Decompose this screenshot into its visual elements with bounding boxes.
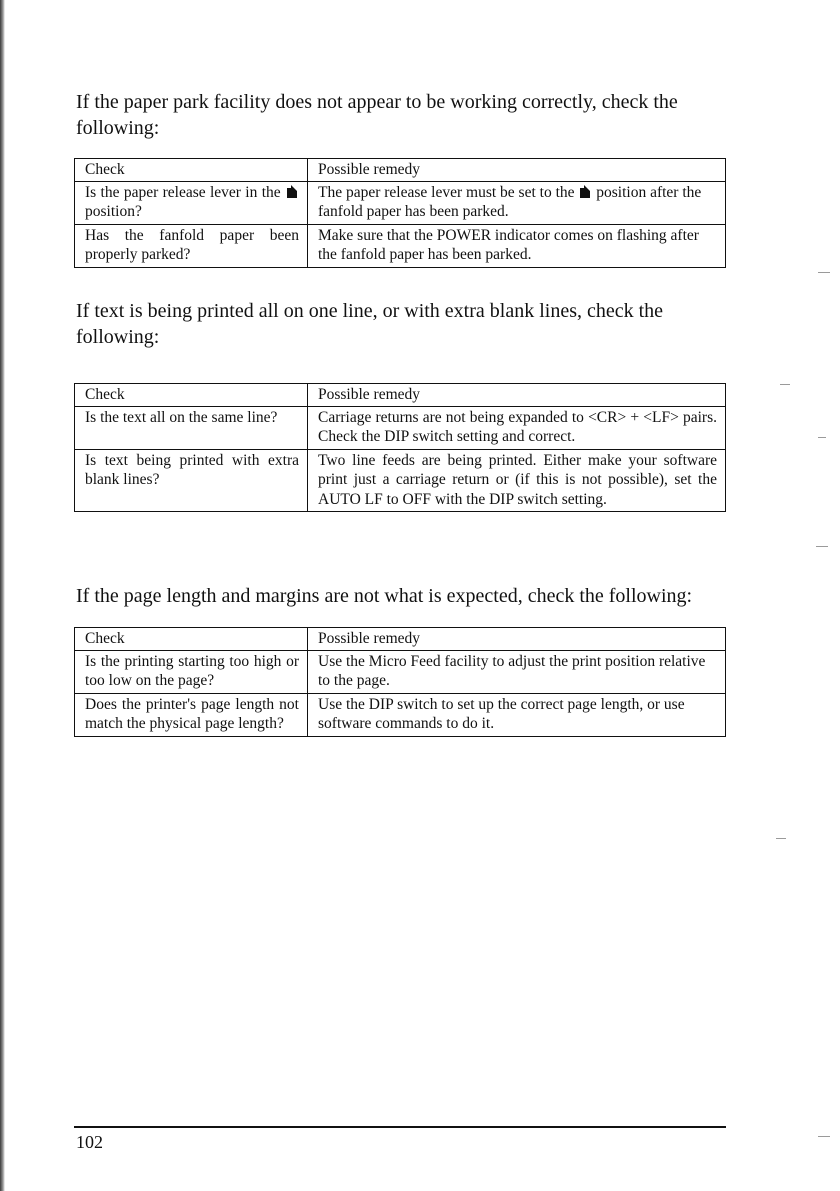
remedy-column-header: Possible remedy xyxy=(308,628,726,651)
line-spacing-troubleshooting-table xyxy=(74,383,726,512)
check-cell: Is the text all on the same line? xyxy=(75,406,308,449)
table-header-row xyxy=(75,384,726,407)
check-column-header: Check xyxy=(75,159,308,182)
margin-mark xyxy=(818,1136,830,1137)
margin-mark xyxy=(818,437,826,438)
remedy-cell: Make sure that the POWER indicator comes on flashing after the fanfold paper has been parked. xyxy=(308,224,726,267)
table-header-row xyxy=(75,159,726,182)
check-column-header: Check xyxy=(75,628,308,651)
table-row xyxy=(75,449,726,512)
remedy-text: The paper release lever must be set to the xyxy=(318,183,575,201)
check-cell: Is the printing starting too high or too low on the page? xyxy=(75,650,308,693)
footer-rule xyxy=(74,1126,726,1128)
remedy-cell: Use the Micro Feed facility to adjust the print position relative to the page. xyxy=(308,650,726,693)
intro-paragraph-page-length: If the page length and margins are not what is expected, check the following: xyxy=(76,585,693,607)
margin-mark xyxy=(776,838,786,839)
remedy-cell: Two line feeds are being printed. Either make your software print just a carriage return or (if this is not possible), set the AUTO LF to OFF with the DIP switch setting. xyxy=(308,449,726,512)
table-row xyxy=(75,406,726,449)
margin-mark xyxy=(780,384,790,385)
margin-mark xyxy=(816,546,828,547)
table-row xyxy=(75,693,726,736)
remedy-cell: Carriage returns are not being expanded to <CR> + <LF> pairs. Check the DIP switch setting and correct. xyxy=(308,406,726,449)
lever-position-icon xyxy=(287,185,297,198)
check-cell xyxy=(75,181,308,224)
remedy-column-header: Possible remedy xyxy=(308,159,726,182)
check-cell: Is text being printed with extra blank lines? xyxy=(75,449,308,512)
remedy-text: position after the fanfold paper has been parked. xyxy=(318,183,702,220)
scan-edge xyxy=(0,0,5,1191)
intro-paragraph-paper-park: If the paper park facility does not appear to be working correctly, check the following: xyxy=(76,91,678,139)
check-text: position? xyxy=(85,203,142,220)
table-row xyxy=(75,224,726,267)
table-header-row xyxy=(75,628,726,651)
check-cell: Does the printer's page length not match the physical page length? xyxy=(75,693,308,736)
page-number: 102 xyxy=(76,1132,103,1152)
remedy-cell xyxy=(308,181,726,224)
paper-park-troubleshooting-table xyxy=(74,158,726,268)
table-row xyxy=(75,181,726,224)
remedy-cell: Use the DIP switch to set up the correct page length, or use software commands to do it. xyxy=(308,693,726,736)
table-row xyxy=(75,650,726,693)
intro-paragraph-line-spacing: If text is being printed all on one line, or with extra blank lines, check the following: xyxy=(76,300,664,348)
check-cell: Has the fanfold paper been properly parked? xyxy=(75,224,308,267)
page-length-troubleshooting-table xyxy=(74,627,726,737)
margin-mark xyxy=(818,272,830,273)
check-column-header: Check xyxy=(75,384,308,407)
check-text: Is the paper release lever in the xyxy=(85,183,281,201)
lever-position-icon xyxy=(580,185,590,198)
remedy-column-header: Possible remedy xyxy=(308,384,726,407)
